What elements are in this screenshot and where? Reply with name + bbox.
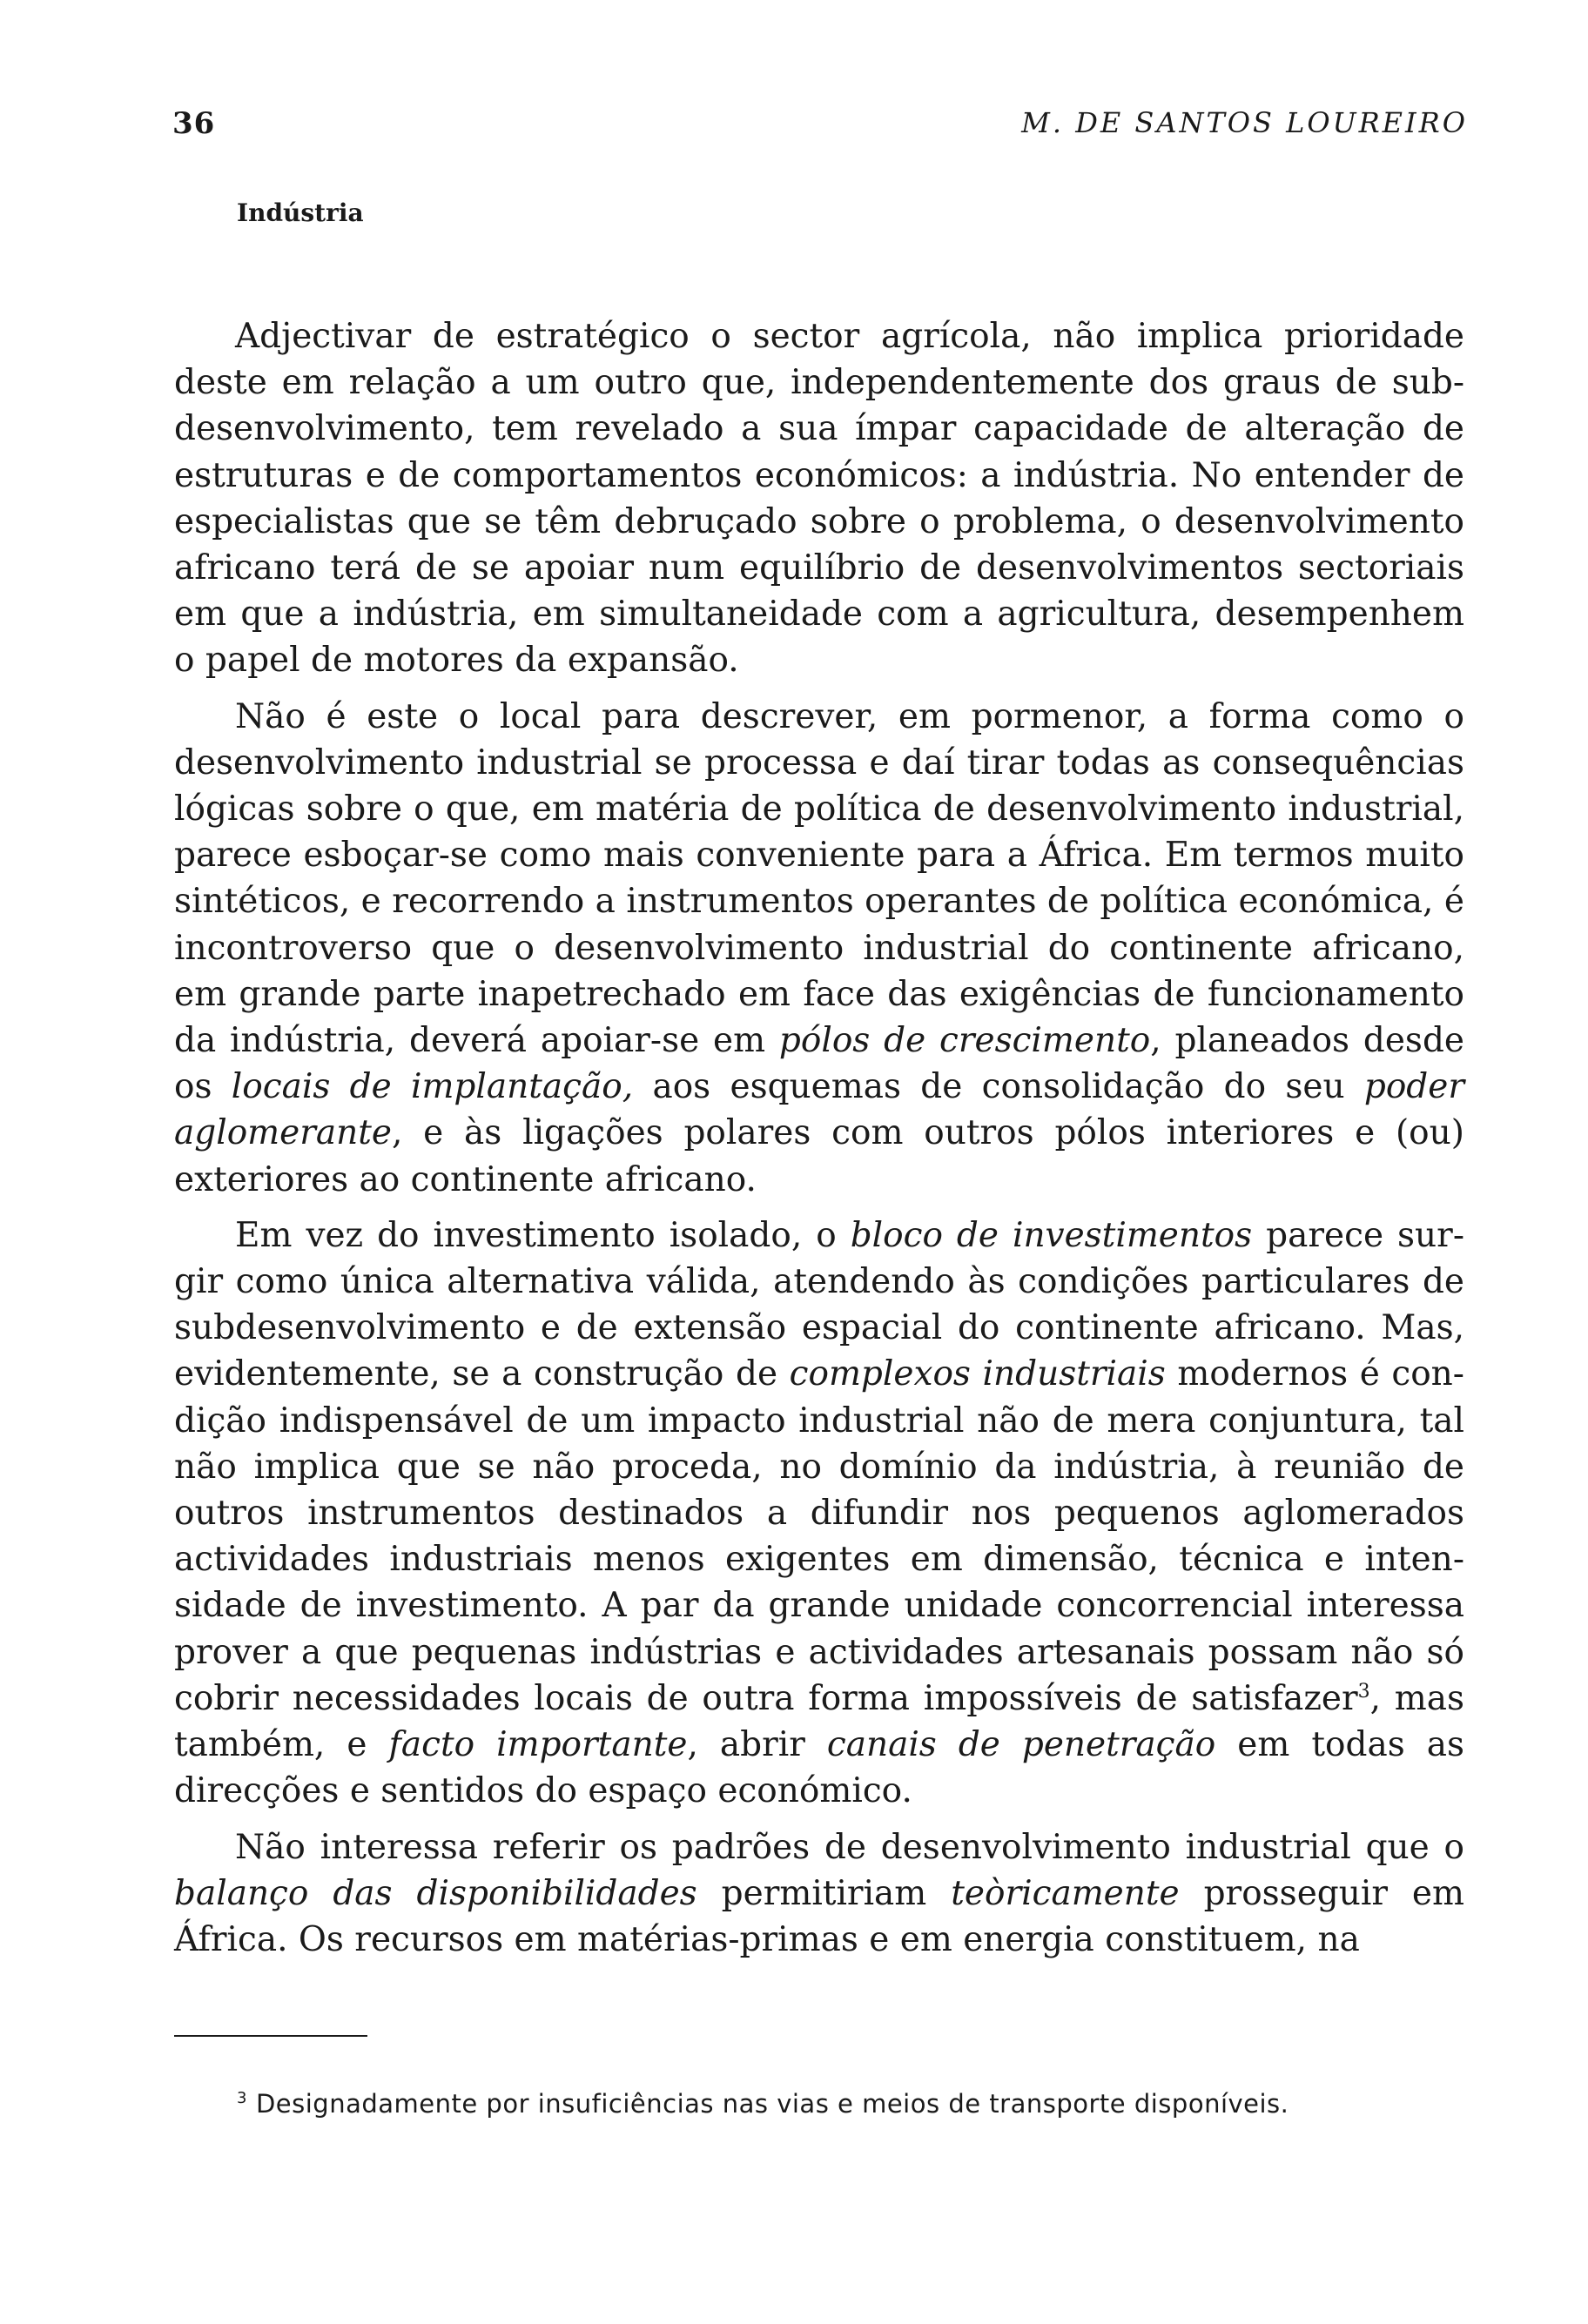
emphasis-text: facto importante (388, 1725, 688, 1765)
text-run: em todas as direcções e sentidos do espaço económico. (174, 1725, 1464, 1811)
text-run: parece surgir como única alternativa válida, atendendo às condições particulares de subdesenvolvimento e de extensão espacial do continente africano. Mas, evidentemente, se a construção de (174, 1215, 1464, 1394)
paragraph-4 (174, 1824, 1464, 1964)
text-run: Não interessa referir os padrões de desenvolvimento industrial que o (235, 1827, 1464, 1867)
emphasis-text: balanço das disponibilidades (174, 1873, 697, 1913)
text-run: , abrir (687, 1725, 827, 1765)
text-run: permitiriam (696, 1873, 952, 1913)
paragraph-3 (174, 1212, 1464, 1815)
body-text (174, 313, 1464, 1963)
text-run: , planeados desde os (174, 1021, 1464, 1107)
emphasis-text: teòricamente (951, 1873, 1180, 1913)
running-head: M. DE SANTOS LOUREIRO (1021, 106, 1468, 139)
text-run: Não é este o local para descrever, em pormenor, a forma como o desenvolvimento industrial se processa e daí tirar todas as consequências lógicas sobre o que, em matéria de política de desenvolvimento industrial, parece esboçar-se como mais conveniente para a África. Em termos muito sintéticos, e recorrendo a instrumentos operantes de política económica, é incontroverso que o desenvolvimento industrial do continente africano, em grande parte inapetrechado em face das exigências de funcionamento da indústria, deverá apoiar-se em (174, 696, 1464, 1061)
emphasis-text: canais de penetração (826, 1725, 1216, 1765)
paragraph-2 (174, 694, 1464, 1203)
text-run: prosseguir em África. Os recursos em matérias-primas e em energia constituem, na (174, 1873, 1464, 1959)
text-run: , mas também, e (174, 1678, 1464, 1765)
emphasis-text: bloco de investimentos (850, 1215, 1253, 1255)
footnote-mark: 3 (237, 2089, 247, 2108)
emphasis-text: locais de implantação, (231, 1067, 634, 1107)
text-run: Em vez do investimento isolado, o (235, 1215, 851, 1255)
footnote-separator (174, 2035, 367, 2037)
page-number: 36 (172, 106, 216, 141)
emphasis-text: pólos de crescimento (778, 1021, 1151, 1061)
text-run: , e às ligações polares com outros pólos interiores e (ou) exteriores ao continente africano. (174, 1113, 1464, 1199)
footnote (237, 2089, 1464, 2119)
text-run: aos esquemas de consolidação do seu (633, 1067, 1364, 1107)
paragraph-1 (174, 313, 1464, 684)
text-run: Adjectivar de estratégico o sector agrícola, não implica prioridade deste em relação a um outro que, independentemente dos graus de subdesenvolvimento, tem revelado a sua ímpar capacidade de alteração de estruturas e de comportamentos económicos: a indústria. No entender de especialistas que se têm debruçado sobre o problema, o desenvolvimento africano terá de se apoiar num equilíbrio de desenvolvimentos sectoriais em que a indústria, em simultaneidade com a agricultura, desempenhem o papel de motores da expansão. (174, 317, 1464, 681)
emphasis-text: complexos industriais (789, 1354, 1166, 1394)
footnote-text: Designadamente por insuficiências nas vias e meios de transporte disponíveis. (255, 2089, 1289, 2119)
emphasis-text: poder aglomerante (174, 1067, 1464, 1153)
footnote-reference[interactable]: 3 (1357, 1680, 1370, 1703)
section-title: Indústria (237, 198, 364, 227)
text-run: modernos é condição indispensável de um impacto industrial não de mera conjuntura, tal não implica que se não proceda, no domínio da indústria, à reunião de outros instrumentos destinados a difundir nos pequenos aglomerados actividades industriais menos exigentes em dimensão, técnica e intensidade de investimento. A par da grande unidade concorrencial interessa prover a que pequenas indústrias e actividades artesanais possam não só cobrir necessidades locais de outra forma impossíveis de satisfazer (174, 1354, 1464, 1718)
